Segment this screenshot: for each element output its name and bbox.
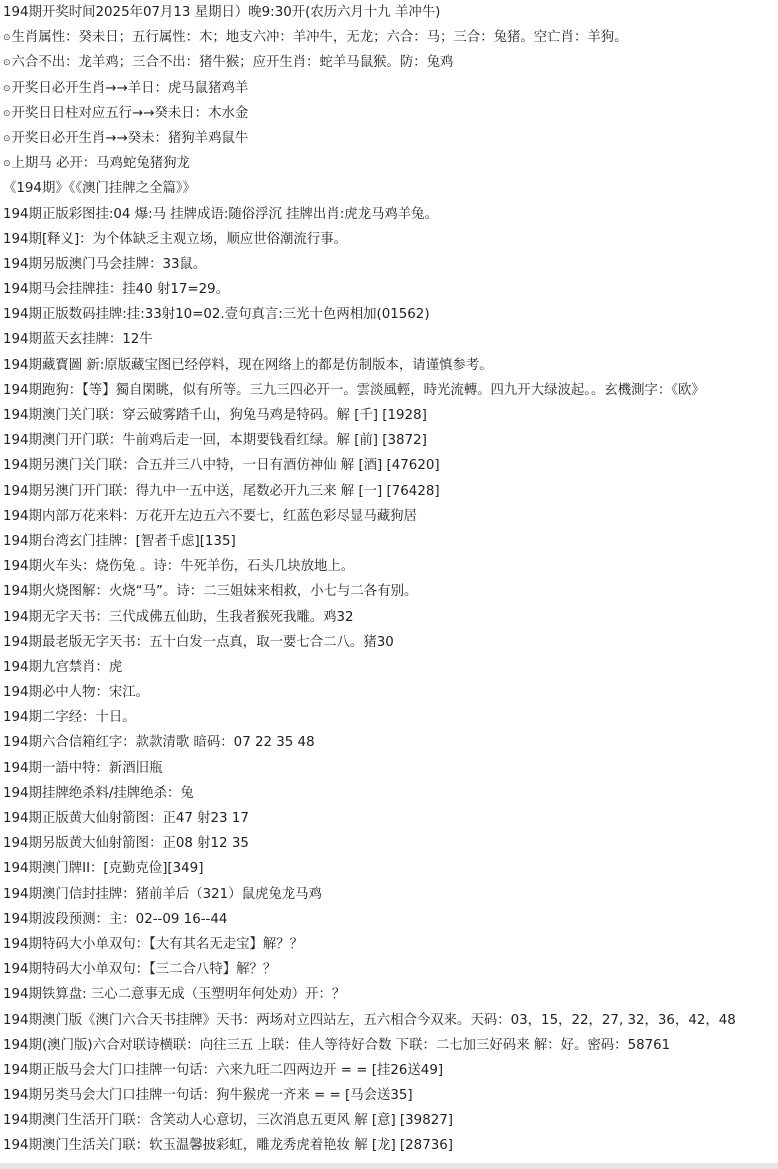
- text-line: [0, 1133, 778, 1158]
- text-line: [0, 453, 778, 478]
- text-line: [0, 76, 778, 101]
- line-text: 194期正版黄大仙射箭图：正47 射23 17: [3, 811, 249, 826]
- line-text: 194期另版黄大仙射箭图：正08 射12 35: [3, 836, 249, 852]
- line-text: 194期铁算盘: 三心二意事无成（玉塑明年何处劝）开：？: [3, 987, 346, 1003]
- text-line: [0, 680, 778, 705]
- text-line: [0, 630, 778, 655]
- horizontal-scrollbar-track[interactable]: [0, 1163, 778, 1169]
- line-text: 194期另类马会大门口挂牌一句话：狗牛猴虎一齐来 = = [马会送35]: [3, 1088, 413, 1104]
- text-line: [0, 252, 778, 277]
- line-text: 194期内部万花来料：万花开左边五六不要七，红蓝色彩尽显马藏狗居: [3, 508, 417, 524]
- line-text: 194期火车头：烧伤兔 。诗：牛死羊伤，石头几块放地上。: [3, 559, 355, 575]
- line-text: 194期最老版无字天书：五十白发一点真，取一要七合二八。猪30: [3, 634, 394, 650]
- text-line: [0, 1033, 778, 1058]
- text-line: [0, 655, 778, 680]
- line-text: 194期马会挂牌挂：挂40 射17=29。: [3, 282, 230, 298]
- line-text: 194期无字天书：三代成佛五仙助，生我者猴死我雕。鸡32: [3, 609, 354, 625]
- line-text: 194期波段预测：主：02--09 16--44: [3, 911, 228, 927]
- text-line: [0, 932, 778, 957]
- bullet-icon: ⊙: [3, 33, 11, 44]
- line-text: 194期开奖时间2025年07月13 星期日）晚9:30开(农历六月十九 羊冲牛): [3, 5, 441, 20]
- line-text: 生肖属性：癸未日；五行属性：木；地支六冲：羊冲牛，无龙；六合：马；三合：兔猪。空亡肖：羊狗。: [11, 30, 628, 46]
- line-text: 194期九宫禁肖：虎: [3, 659, 123, 675]
- line-text: 194期六合信箱红字：款款清歌 暗码：07 22 35 48: [3, 735, 315, 751]
- line-text: 194期火烧图解：火烧“马”。诗：二三姐妹来相救，小七与二各有别。: [3, 584, 418, 600]
- line-text: 194期跑狗：【等】獨自閑眺，似有所等。三九三四必开一。雲淡風輕，時光流轉。四九开大绿波起。。玄機測字：《欧》: [3, 382, 705, 398]
- line-text: 194期澳门牌II：[克勤克俭][349]: [3, 861, 204, 877]
- text-line: [0, 25, 778, 50]
- line-text: 194期另版澳门马会挂牌：33鼠。: [3, 256, 207, 272]
- line-text: 194期二字经：十日。: [3, 710, 136, 726]
- line-text: 194期澳门生活关门联：软玉温馨披彩虹，雕龙秀虎着艳妆 解 [龙] [28736]: [3, 1138, 453, 1154]
- bullet-icon: ⊙: [3, 83, 11, 94]
- line-text: 194期必中人物：宋江。: [3, 685, 150, 701]
- line-text: 194期特码大小单双句：【大有其名无走宝】解？？: [3, 936, 304, 952]
- bullet-icon: ⊙: [3, 133, 11, 144]
- text-line: [0, 730, 778, 755]
- text-line: [0, 982, 778, 1007]
- text-line: [0, 529, 778, 554]
- text-line: [0, 126, 778, 151]
- text-line: [0, 957, 778, 982]
- text-line: [0, 327, 778, 352]
- text-line: [0, 202, 778, 227]
- text-line: [0, 151, 778, 176]
- text-line: [0, 428, 778, 453]
- text-line: [0, 1058, 778, 1083]
- line-text: 194期澳门生活开门联：含笑动人心意切，三次消息五更风 解 [意] [39827]: [3, 1113, 453, 1129]
- text-line: [0, 605, 778, 630]
- line-text: 194期另澳门开门联：得九中一五中送，尾数必开九三来 解 [一] [76428]: [3, 483, 440, 499]
- text-line: [0, 50, 778, 75]
- line-text: 194期澳门版《澳门六合天书挂牌》天书：两场对立四站左，五六相合今双来。天码：03，15，22，27, 32，36，42，48: [3, 1012, 736, 1028]
- text-line: [0, 554, 778, 579]
- line-text: 开奖日必开生肖→→癸未：猪狗羊鸡鼠牛: [11, 130, 249, 146]
- text-line: [0, 1083, 778, 1108]
- text-line: [0, 1108, 778, 1133]
- bullet-icon: ⊙: [3, 159, 11, 170]
- text-line: [0, 579, 778, 604]
- text-line: [0, 227, 778, 252]
- line-text: 194期正版数码挂牌:挂:33射10=02.壹句真言:三光十色两相加(01562): [3, 307, 430, 323]
- line-text: 上期马 必开：马鸡蛇兔猪狗龙: [11, 156, 190, 172]
- text-line: [0, 403, 778, 428]
- text-line: [0, 378, 778, 403]
- text-line: [0, 101, 778, 126]
- line-text: 194期澳门信封挂牌：猪前羊后（321）鼠虎兔龙马鸡: [3, 886, 322, 902]
- text-line: [0, 882, 778, 907]
- text-line: [0, 277, 778, 302]
- line-text: 194期蓝天玄挂牌：12牛: [3, 332, 153, 348]
- text-line: [0, 504, 778, 529]
- text-line: [0, 781, 778, 806]
- bullet-icon: ⊙: [3, 108, 11, 119]
- line-text: 194期台湾玄门挂牌：[智者千虑][135]: [3, 533, 236, 549]
- text-line: [0, 176, 778, 201]
- line-text: 194期挂牌绝杀料/挂牌绝杀：兔: [3, 785, 194, 801]
- line-text: 六合不出：龙羊鸡；三合不出：猪牛猴；应开生肖：蛇羊马鼠猴。防：兔鸡: [11, 55, 454, 71]
- line-text: 194期澳门关门联：穿云破雾踏千山，狗兔马鸡是特码。解 [千] [1928]: [3, 408, 427, 423]
- text-line: [0, 1008, 778, 1033]
- line-text: 194期正版彩图挂:04 爆:马 挂牌成语:随俗浮沉 挂牌出肖:虎龙马鸡羊兔。: [3, 206, 438, 222]
- text-line: [0, 831, 778, 856]
- text-line: [0, 907, 778, 932]
- line-text: 194期[释义]：为个体缺乏主观立场，顺应世俗潮流行事。: [3, 231, 347, 247]
- text-line: [0, 806, 778, 831]
- line-text: 194期另澳门关门联：合五并三八中特，一日有酒仿神仙 解 [酒] [47620]: [3, 458, 440, 474]
- bullet-icon: ⊙: [3, 58, 11, 69]
- line-text: 194期(澳门版)六合对联诗横联：向往三五 上联：佳人等待好合数 下联：二七加三好码来 解：好。密码：58761: [3, 1037, 671, 1053]
- text-line: [0, 705, 778, 730]
- line-text: 《194期》《《澳门挂牌之全篇》》: [3, 181, 196, 197]
- text-line: [0, 353, 778, 378]
- line-text: 194期正版马会大门口挂牌一句话：六来九旺二四两边开 = = [挂26送49]: [3, 1062, 444, 1078]
- text-line: [0, 0, 778, 25]
- line-text: 开奖日日柱对应五行→→癸未日：木水金: [11, 105, 249, 121]
- line-text: 194期特码大小单双句：【三二合八特】解？？: [3, 962, 277, 978]
- text-line: [0, 302, 778, 327]
- text-line: [0, 856, 778, 881]
- line-text: 194期一語中特：新酒旧瓶: [3, 760, 163, 776]
- line-text: 194期藏寳圖 新:原版藏宝图已经停料，现在网络上的都是仿制版本，请谨慎参考。: [3, 357, 493, 373]
- line-text: 开奖日必开生肖→→羊日：虎马鼠猪鸡羊: [11, 80, 249, 96]
- text-line: [0, 756, 778, 781]
- text-line: [0, 479, 778, 504]
- line-text: 194期澳门开门联：牛前鸡后走一回，本期要钱看红绿。解 [前] [3872]: [3, 433, 427, 449]
